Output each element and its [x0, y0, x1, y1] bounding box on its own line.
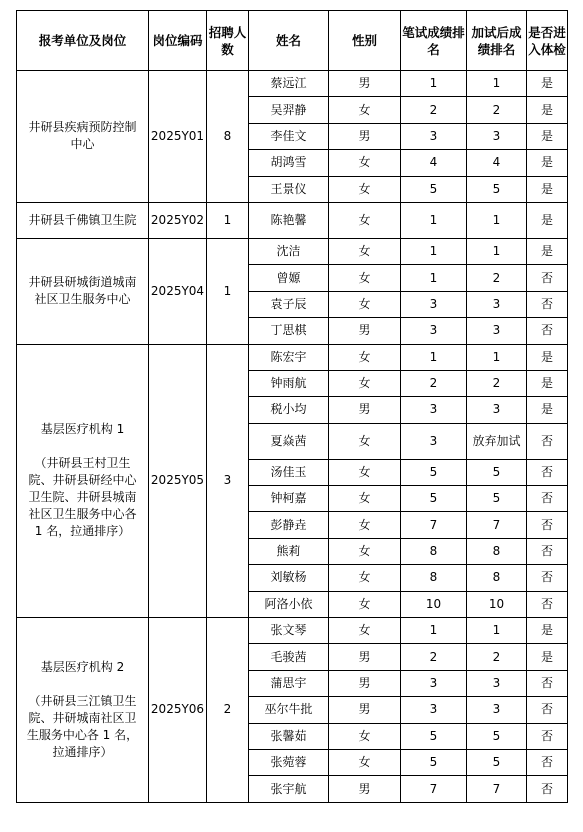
gender: 女: [329, 538, 401, 564]
final-rank: 3: [467, 670, 527, 696]
candidate-name: 阿洛小依: [249, 591, 329, 617]
medical-exam: 是: [527, 397, 568, 423]
gender: 女: [329, 370, 401, 396]
medical-exam: 是: [527, 344, 568, 370]
written-rank: 1: [401, 265, 467, 291]
written-rank: 5: [401, 459, 467, 485]
unit-name: 基层医疗机构 2: [40, 659, 125, 674]
candidate-name: 沈洁: [249, 238, 329, 264]
candidate-name: 王景仪: [249, 176, 329, 202]
medical-exam: 否: [527, 776, 568, 802]
medical-exam: 否: [527, 749, 568, 775]
final-rank: 5: [467, 176, 527, 202]
candidate-name: 袁子辰: [249, 291, 329, 317]
position-code: 2025Y02: [149, 202, 207, 238]
header-count: 招聘人数: [207, 11, 249, 71]
medical-exam: 是: [527, 644, 568, 670]
medical-exam: 否: [527, 291, 568, 317]
gender: 女: [329, 344, 401, 370]
final-rank: 7: [467, 512, 527, 538]
medical-exam: 是: [527, 176, 568, 202]
written-rank: 3: [401, 123, 467, 149]
final-rank: 2: [467, 644, 527, 670]
gender: 女: [329, 459, 401, 485]
unit-cell: [17, 238, 149, 344]
position-code: 2025Y01: [149, 71, 207, 203]
gender: 女: [329, 150, 401, 176]
written-rank: 1: [401, 618, 467, 644]
medical-exam: 否: [527, 697, 568, 723]
recruit-count: 2: [207, 618, 249, 803]
final-rank: 1: [467, 71, 527, 97]
written-rank: 3: [401, 318, 467, 344]
gender: 女: [329, 202, 401, 238]
medical-exam: 否: [527, 486, 568, 512]
gender: 女: [329, 291, 401, 317]
candidate-name: 蔡远江: [249, 71, 329, 97]
written-rank: 3: [401, 291, 467, 317]
candidate-name: 毛骏茜: [249, 644, 329, 670]
unit-name: 井研县研城街道城南社区卫生服务中心: [28, 275, 137, 307]
header-code: 岗位编码: [149, 11, 207, 71]
medical-exam: 否: [527, 318, 568, 344]
gender: 男: [329, 697, 401, 723]
gender: 女: [329, 265, 401, 291]
written-rank: 5: [401, 749, 467, 775]
final-rank: 10: [467, 591, 527, 617]
table-row: [17, 238, 568, 264]
gender: 女: [329, 565, 401, 591]
written-rank: 3: [401, 670, 467, 696]
medical-exam: 否: [527, 265, 568, 291]
candidate-name: 钟柯嘉: [249, 486, 329, 512]
gender: 女: [329, 486, 401, 512]
written-rank: 5: [401, 176, 467, 202]
recruit-count: 1: [207, 202, 249, 238]
header-written-rank: 笔试成绩排名: [401, 11, 467, 71]
candidate-name: 刘敏杨: [249, 565, 329, 591]
candidate-name: 胡鸿雪: [249, 150, 329, 176]
final-rank: 1: [467, 238, 527, 264]
candidate-name: 税小均: [249, 397, 329, 423]
gender: 男: [329, 670, 401, 696]
final-rank: 5: [467, 486, 527, 512]
medical-exam: 否: [527, 538, 568, 564]
candidate-name: 汤佳玉: [249, 459, 329, 485]
candidate-name: 蒲思宇: [249, 670, 329, 696]
final-rank: 3: [467, 397, 527, 423]
candidate-name: 钟雨航: [249, 370, 329, 396]
candidate-name: 彭静垚: [249, 512, 329, 538]
position-code: 2025Y06: [149, 618, 207, 803]
medical-exam: 是: [527, 97, 568, 123]
unit-note: （井研县王村卫生院、井研县研经中心卫生院、井研县城南社区卫生服务中心各 1 名，拉通排序）: [28, 456, 137, 539]
medical-exam: 是: [527, 238, 568, 264]
final-rank: 2: [467, 370, 527, 396]
final-rank: 3: [467, 697, 527, 723]
table-row: [17, 71, 568, 97]
header-final-rank: 加试后成绩排名: [467, 11, 527, 71]
medical-exam: 否: [527, 565, 568, 591]
written-rank: 3: [401, 423, 467, 459]
candidate-name: 张宇航: [249, 776, 329, 802]
written-rank: 7: [401, 512, 467, 538]
written-rank: 8: [401, 538, 467, 564]
candidate-name: 丁思棋: [249, 318, 329, 344]
position-code: 2025Y05: [149, 344, 207, 618]
unit-cell: [17, 202, 149, 238]
written-rank: 3: [401, 397, 467, 423]
written-rank: 3: [401, 697, 467, 723]
gender: 女: [329, 176, 401, 202]
table-row: [17, 344, 568, 370]
final-rank: 5: [467, 723, 527, 749]
results-table: [16, 10, 568, 803]
final-rank: 1: [467, 618, 527, 644]
final-rank: 3: [467, 291, 527, 317]
medical-exam: 是: [527, 202, 568, 238]
gender: 男: [329, 776, 401, 802]
written-rank: 2: [401, 370, 467, 396]
medical-exam: 否: [527, 723, 568, 749]
final-rank: 4: [467, 150, 527, 176]
gender: 男: [329, 397, 401, 423]
recruit-count: 3: [207, 344, 249, 618]
recruit-count: 8: [207, 71, 249, 203]
gender: 男: [329, 71, 401, 97]
candidate-name: 巫尔牛批: [249, 697, 329, 723]
table-body: [17, 71, 568, 803]
final-rank: 1: [467, 344, 527, 370]
final-rank: 8: [467, 565, 527, 591]
table-row: [17, 202, 568, 238]
final-rank: 3: [467, 123, 527, 149]
unit-note: （井研县三江镇卫生院、井研城南社区卫生服务中心各 1 名，拉通排序）: [26, 693, 139, 759]
candidate-name: 张馨茹: [249, 723, 329, 749]
gender: 女: [329, 97, 401, 123]
gender: 男: [329, 318, 401, 344]
medical-exam: 否: [527, 459, 568, 485]
written-rank: 1: [401, 202, 467, 238]
header-unit: 报考单位及岗位: [17, 11, 149, 71]
written-rank: 2: [401, 644, 467, 670]
medical-exam: 是: [527, 618, 568, 644]
medical-exam: 否: [527, 512, 568, 538]
final-rank: 1: [467, 202, 527, 238]
unit-name: 井研县千佛镇卫生院: [28, 212, 137, 227]
final-rank: 3: [467, 318, 527, 344]
written-rank: 10: [401, 591, 467, 617]
medical-exam: 否: [527, 591, 568, 617]
gender: 女: [329, 238, 401, 264]
candidate-name: 张文琴: [249, 618, 329, 644]
medical-exam: 否: [527, 423, 568, 459]
written-rank: 4: [401, 150, 467, 176]
written-rank: 5: [401, 723, 467, 749]
medical-exam: 是: [527, 370, 568, 396]
written-rank: 1: [401, 344, 467, 370]
candidate-name: 张菀蓉: [249, 749, 329, 775]
header-medical-exam: 是否进入体检: [527, 11, 568, 71]
final-rank: 5: [467, 459, 527, 485]
gender: 女: [329, 723, 401, 749]
candidate-name: 曾嫄: [249, 265, 329, 291]
written-rank: 8: [401, 565, 467, 591]
candidate-name: 吴羿静: [249, 97, 329, 123]
gender: 女: [329, 618, 401, 644]
written-rank: 2: [401, 97, 467, 123]
candidate-name: 熊莉: [249, 538, 329, 564]
candidate-name: 陈宏宇: [249, 344, 329, 370]
medical-exam: 是: [527, 123, 568, 149]
gender: 女: [329, 749, 401, 775]
medical-exam: 是: [527, 150, 568, 176]
final-rank: 2: [467, 265, 527, 291]
candidate-name: 陈艳馨: [249, 202, 329, 238]
unit-cell: [17, 344, 149, 618]
final-rank: 5: [467, 749, 527, 775]
header-name: 姓名: [249, 11, 329, 71]
gender: 女: [329, 591, 401, 617]
final-rank: 8: [467, 538, 527, 564]
final-rank: 2: [467, 97, 527, 123]
recruit-count: 1: [207, 238, 249, 344]
final-rank: 7: [467, 776, 527, 802]
written-rank: 1: [401, 238, 467, 264]
header-row: [17, 11, 568, 71]
header-gender: 性别: [329, 11, 401, 71]
medical-exam: 否: [527, 670, 568, 696]
unit-cell: [17, 618, 149, 803]
candidate-name: 李佳文: [249, 123, 329, 149]
gender: 男: [329, 644, 401, 670]
unit-name: 基层医疗机构 1: [40, 422, 125, 437]
written-rank: 1: [401, 71, 467, 97]
gender: 女: [329, 423, 401, 459]
medical-exam: 是: [527, 71, 568, 97]
final-rank: 放弃加试: [467, 423, 527, 459]
gender: 男: [329, 123, 401, 149]
unit-name: 井研县疾病预防控制中心: [28, 120, 137, 152]
position-code: 2025Y04: [149, 238, 207, 344]
table-row: [17, 618, 568, 644]
candidate-name: 夏焱茜: [249, 423, 329, 459]
gender: 女: [329, 512, 401, 538]
written-rank: 7: [401, 776, 467, 802]
written-rank: 5: [401, 486, 467, 512]
unit-cell: [17, 71, 149, 203]
